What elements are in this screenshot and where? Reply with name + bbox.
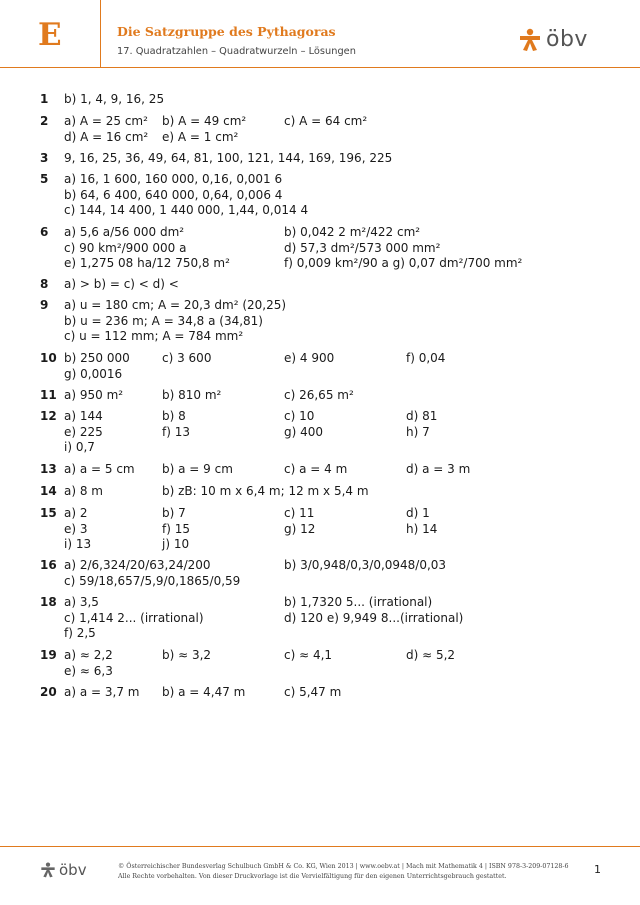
answer-cell: b) 250 000 [64, 351, 130, 365]
page-number: 1 [594, 863, 601, 876]
answer-row [0, 664, 640, 680]
answer-row [0, 298, 640, 314]
answer-cell: a) a = 3,7 m [64, 685, 140, 699]
logo-text: öbv [546, 27, 588, 52]
task-number: 9 [40, 298, 49, 312]
answer-cell: g) 0,0016 [64, 366, 123, 381]
answer-cell: a) 950 m² [64, 388, 124, 402]
task-number: 12 [40, 409, 57, 423]
answer-cell: b) a = 4,47 m [162, 685, 246, 699]
answer-cell: b) 8 [162, 409, 186, 423]
answer-cell: 9, 16, 25, 36, 49, 64, 81, 100, 121, 144, 169, 196, 225 [64, 151, 393, 165]
answer-row [0, 188, 640, 204]
answer-cell: a) 2 [64, 506, 88, 520]
footer-rule [0, 846, 640, 847]
answer-cell: c) 5,47 m [284, 685, 342, 699]
task-number: 18 [40, 595, 57, 609]
answer-cell: c) A = 64 cm² [284, 114, 368, 128]
answer-cell: b) zB: 10 m x 6,4 m; 12 m x 5,4 m [162, 484, 369, 498]
answer-cell: c) 11 [284, 506, 315, 520]
answer-cell: b) 0,042 2 m²/422 cm² [284, 225, 421, 239]
answer-cell: a) 2/6,324/20/63,24/200 [64, 558, 211, 572]
task-number: 2 [40, 114, 49, 128]
answer-row [0, 611, 640, 627]
header-divider [100, 0, 101, 67]
answer-row [0, 595, 640, 611]
answer-row [0, 241, 640, 257]
oebv-star-icon [518, 28, 542, 52]
answer-cell: c) 1,414 2... (irrational) [64, 610, 204, 625]
answer-cell: a) A = 25 cm² [64, 114, 148, 128]
task-number: 19 [40, 648, 57, 662]
answer-row [0, 329, 640, 345]
oebv-star-icon [40, 862, 56, 878]
answer-row [0, 225, 640, 241]
answer-cell: d) 57,3 dm²/573 000 mm² [284, 240, 441, 255]
answer-row [0, 351, 640, 367]
copyright-line: © Österreichischer Bundesverlag Schulbuch GmbH & Co. KG, Wien 2013 | www.oebv.at | Mach mit Mathematik 4 | ISBN 978-3-209-07128-6 [118, 863, 569, 870]
answer-cell: h) 7 [406, 424, 430, 439]
answer-cell: e) 225 [64, 424, 103, 439]
answer-cell: a) 144 [64, 409, 103, 423]
publisher-logo [518, 27, 588, 53]
answer-cell: c) 59/18,657/5,9/0,1865/0,59 [64, 573, 241, 588]
answer-cell: d) 81 [406, 409, 438, 423]
answer-cell: a) a = 5 cm [64, 462, 135, 476]
chapter-letter: E [38, 17, 62, 53]
answer-cell: g) 400 [284, 424, 324, 439]
answer-row [0, 130, 640, 146]
answer-row [0, 537, 640, 553]
answer-row [0, 277, 640, 293]
answer-row [0, 388, 640, 404]
answer-cell: i) 0,7 [64, 440, 95, 454]
answer-row [0, 440, 640, 456]
task-number: 11 [40, 388, 57, 402]
answer-row [0, 462, 640, 478]
answer-row [0, 626, 640, 642]
answer-cell: c) 144, 14 400, 1 440 000, 1,44, 0,014 4 [64, 203, 309, 217]
task-number: 10 [40, 351, 57, 365]
answer-cell: c) ≈ 4,1 [284, 648, 333, 662]
answer-row [0, 648, 640, 664]
task-number: 20 [40, 685, 57, 699]
answer-cell: b) 3/0,948/0,3/0,0948/0,03 [284, 558, 447, 572]
task-number: 16 [40, 558, 57, 572]
answer-row [0, 425, 640, 441]
answer-row [0, 685, 640, 701]
page-subtitle: 17. Quadratzahlen – Quadratwurzeln – Lösungen [117, 46, 356, 57]
answer-row [0, 114, 640, 130]
answer-cell: e) A = 1 cm² [162, 129, 239, 144]
answer-cell: g) 12 [284, 521, 316, 536]
task-number: 6 [40, 225, 49, 239]
answer-cell: f) 15 [162, 521, 190, 536]
answer-cell: a) 3,5 [64, 595, 99, 609]
answer-cell: c) a = 4 m [284, 462, 348, 476]
answer-row [0, 558, 640, 574]
answer-row [0, 484, 640, 500]
answer-row [0, 172, 640, 188]
answer-cell: b) 7 [162, 506, 186, 520]
answer-cell: b) u = 236 m; A = 34,8 a (34,81) [64, 313, 263, 328]
answer-cell: f) 13 [162, 424, 190, 439]
answer-cell: e) 4 900 [284, 351, 335, 365]
answer-cell: f) 2,5 [64, 626, 96, 640]
answer-cell: d) a = 3 m [406, 462, 471, 476]
answer-cell: b) 1, 4, 9, 16, 25 [64, 92, 165, 106]
task-number: 13 [40, 462, 57, 476]
task-number: 1 [40, 92, 49, 106]
answer-cell: b) 810 m² [162, 388, 222, 402]
answer-row [0, 367, 640, 383]
task-number: 8 [40, 277, 49, 291]
answer-cell: e) 3 [64, 521, 88, 536]
answer-cell: d) 120 e) 9,949 8...(irrational) [284, 610, 464, 625]
footer-logo [40, 862, 87, 878]
answer-row [0, 409, 640, 425]
answer-cell: f) 0,009 km²/90 a g) 0,07 dm²/700 mm² [284, 256, 523, 270]
answer-cell: a) > b) = c) < d) < [64, 277, 179, 291]
answer-cell: b) ≈ 3,2 [162, 648, 212, 662]
answer-cell: j) 10 [162, 537, 190, 551]
answer-cell: a) 16, 1 600, 160 000, 0,16, 0,001 6 [64, 172, 283, 186]
answer-cell: f) 0,04 [406, 351, 446, 365]
task-number: 5 [40, 172, 49, 186]
page-title: Die Satzgruppe des Pythagoras [117, 24, 336, 39]
answer-cell: a) 8 m [64, 484, 103, 498]
answer-cell: d) 1 [406, 506, 430, 520]
answer-row [0, 151, 640, 167]
answer-cell: c) 26,65 m² [284, 388, 354, 402]
answer-cell: a) u = 180 cm; A = 20,3 dm² (20,25) [64, 298, 287, 312]
task-number: 14 [40, 484, 57, 498]
answer-row [0, 574, 640, 590]
answer-cell: c) 3 600 [162, 351, 212, 365]
answer-cell: b) A = 49 cm² [162, 114, 247, 128]
copyright-line: Alle Rechte vorbehalten. Von dieser Druckvorlage ist die Vervielfältigung für den eigenen Unterrichtsgebrauch gestattet. [118, 872, 507, 880]
page-header [0, 0, 640, 68]
answer-row [0, 506, 640, 522]
answer-row [0, 256, 640, 272]
answer-cell: c) u = 112 mm; A = 784 mm² [64, 329, 244, 343]
answer-cell: c) 90 km²/900 000 a [64, 240, 187, 255]
copyright-notice [118, 862, 588, 881]
answer-row [0, 203, 640, 219]
answer-row [0, 314, 640, 330]
answer-cell: b) a = 9 cm [162, 462, 233, 476]
answer-row [0, 92, 640, 108]
answer-cell: h) 14 [406, 521, 438, 536]
answer-cell: b) 64, 6 400, 640 000, 0,64, 0,006 4 [64, 187, 283, 202]
answer-row [0, 522, 640, 538]
task-number: 15 [40, 506, 57, 520]
answer-cell: b) 1,7320 5... (irrational) [284, 595, 433, 609]
answer-cell: e) 1,275 08 ha/12 750,8 m² [64, 256, 230, 270]
answer-cell: a) 5,6 a/56 000 dm² [64, 225, 185, 239]
answer-cell: c) 10 [284, 409, 315, 423]
footer-logo-text: öbv [59, 860, 87, 879]
answer-cell: i) 13 [64, 537, 92, 551]
answer-cell: a) ≈ 2,2 [64, 648, 113, 662]
header-rule [0, 67, 640, 68]
task-number: 3 [40, 151, 49, 165]
answer-cell: d) A = 16 cm² [64, 129, 149, 144]
answer-cell: d) ≈ 5,2 [406, 648, 456, 662]
answer-cell: e) ≈ 6,3 [64, 663, 113, 678]
